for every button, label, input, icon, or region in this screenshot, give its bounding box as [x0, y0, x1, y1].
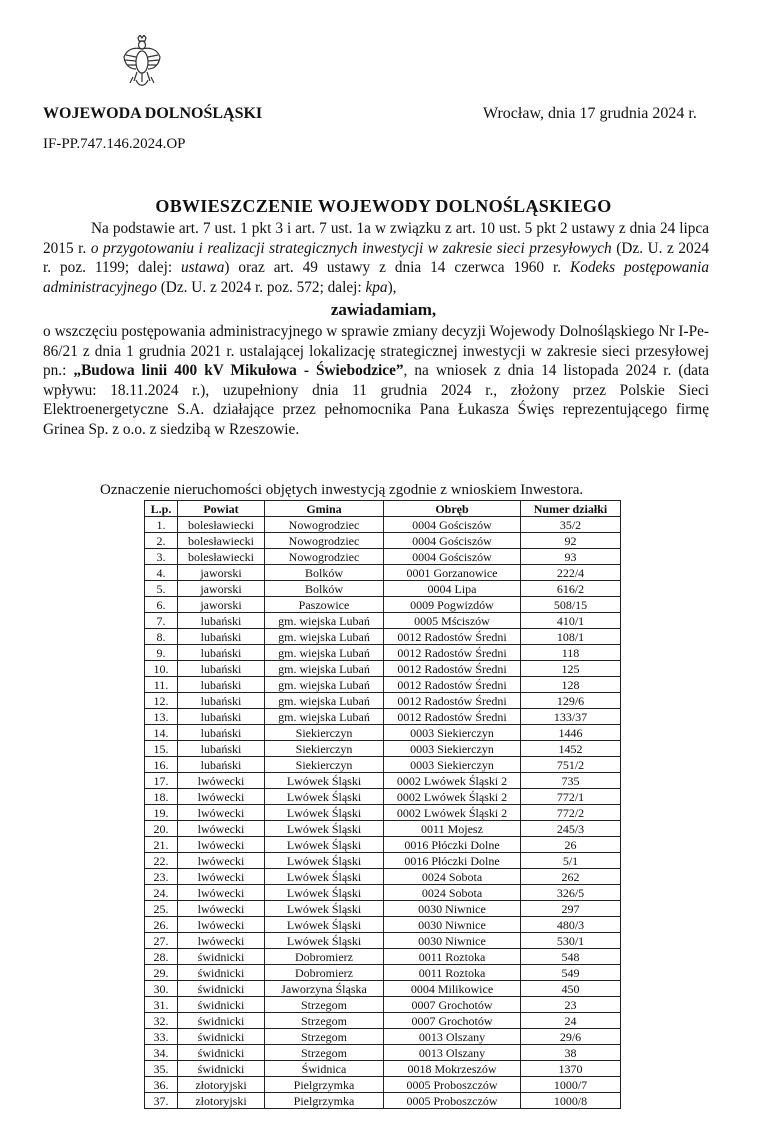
cell-obreb: 0030 Niwnice [384, 933, 521, 949]
cell-powiat: lubański [178, 629, 265, 645]
cell-lp: 28. [145, 949, 178, 965]
cell-powiat: lwówecki [178, 933, 265, 949]
table-row [145, 933, 621, 949]
cell-powiat: lwówecki [178, 885, 265, 901]
cell-gmina: Lwówek Śląski [265, 837, 384, 853]
cell-obreb: 0024 Sobota [384, 869, 521, 885]
table-row [145, 1013, 621, 1029]
table-row [145, 1061, 621, 1077]
cell-numer-dzialki: 751/2 [521, 757, 621, 773]
table-row [145, 709, 621, 725]
cell-numer-dzialki: 92 [521, 533, 621, 549]
cell-powiat: złotoryjski [178, 1077, 265, 1093]
cell-powiat: lwówecki [178, 821, 265, 837]
cell-lp: 31. [145, 997, 178, 1013]
cell-powiat: świdnicki [178, 965, 265, 981]
cell-gmina: Nowogrodziec [265, 533, 384, 549]
cell-powiat: świdnicki [178, 1045, 265, 1061]
cell-gmina: Lwówek Śląski [265, 773, 384, 789]
cell-lp: 10. [145, 661, 178, 677]
cell-lp: 5. [145, 581, 178, 597]
cell-numer-dzialki: 1370 [521, 1061, 621, 1077]
cell-lp: 16. [145, 757, 178, 773]
cell-lp: 23. [145, 869, 178, 885]
cell-gmina: Strzegom [265, 997, 384, 1013]
table-row [145, 1093, 621, 1109]
proceedings-paragraph: o wszczęciu postępowania administracyjnego w sprawie zmiany decyzji Wojewody Dolnośląskiego Nr I-Pe-86/21 z dnia 1 grudnia 2021 r. ustalającej lokalizację strategicznej inwestycji w zakresie sieci przesyłowej pn.: „Budowa linii 400 kV Mikułowa - Świebodzice”, na wniosek z dnia 14 listopada 2024 r. (data wpływu: 18.11.2024 r.), uzupełniony dnia 11 grudnia 2024 r., złożony przez Polskie Sieci Elektroenergetyczne S.A. działające przez pełnomocnika Pana Łukasza Święs reprezentującego firmę Grinea Sp. z o.o. z siedzibą w Rzeszowie. [43, 323, 709, 438]
table-header-row [145, 501, 621, 517]
table-row [145, 757, 621, 773]
cell-powiat: bolesławiecki [178, 517, 265, 533]
cell-obreb: 0002 Lwówek Śląski 2 [384, 805, 521, 821]
table-row [145, 613, 621, 629]
cell-numer-dzialki: 5/1 [521, 853, 621, 869]
table-row [145, 1045, 621, 1061]
cell-lp: 15. [145, 741, 178, 757]
cell-lp: 21. [145, 837, 178, 853]
table-row [145, 1077, 621, 1093]
cell-obreb: 0012 Radostów Średni [384, 661, 521, 677]
cell-lp: 35. [145, 1061, 178, 1077]
table-row [145, 597, 621, 613]
cell-gmina: gm. wiejska Lubań [265, 677, 384, 693]
cell-numer-dzialki: 1000/8 [521, 1093, 621, 1109]
cell-numer-dzialki: 530/1 [521, 933, 621, 949]
cell-gmina: Lwówek Śląski [265, 901, 384, 917]
table-row [145, 1029, 621, 1045]
cell-powiat: lwówecki [178, 917, 265, 933]
cell-obreb: 0005 Proboszczów [384, 1093, 521, 1109]
cell-obreb: 0012 Radostów Średni [384, 645, 521, 661]
cell-numer-dzialki: 262 [521, 869, 621, 885]
table-row [145, 965, 621, 981]
table-row [145, 805, 621, 821]
cell-gmina: Nowogrodziec [265, 517, 384, 533]
cell-powiat: bolesławiecki [178, 549, 265, 565]
cell-numer-dzialki: 772/2 [521, 805, 621, 821]
cell-lp: 4. [145, 565, 178, 581]
column-header-lp: L.p. [145, 501, 178, 517]
cell-powiat: lwówecki [178, 901, 265, 917]
cell-gmina: Lwówek Śląski [265, 821, 384, 837]
cell-gmina: Lwówek Śląski [265, 853, 384, 869]
cell-obreb: 0011 Roztoka [384, 965, 521, 981]
table-row [145, 725, 621, 741]
table-row [145, 741, 621, 757]
cell-gmina: Bolków [265, 565, 384, 581]
cell-gmina: Lwówek Śląski [265, 933, 384, 949]
cell-numer-dzialki: 1000/7 [521, 1077, 621, 1093]
table-row [145, 981, 621, 997]
cell-powiat: świdnicki [178, 1029, 265, 1045]
table-row [145, 533, 621, 549]
cell-obreb: 0016 Płóczki Dolne [384, 853, 521, 869]
cell-lp: 7. [145, 613, 178, 629]
cell-gmina: Bolków [265, 581, 384, 597]
cell-gmina: Pielgrzymka [265, 1077, 384, 1093]
cell-powiat: świdnicki [178, 997, 265, 1013]
cell-gmina: gm. wiejska Lubań [265, 661, 384, 677]
cell-lp: 6. [145, 597, 178, 613]
notify-heading: zawiadamiam, [330, 300, 437, 319]
document-date: Wrocław, dnia 17 grudnia 2024 r. [483, 105, 697, 122]
column-header-obreb: Obręb [384, 501, 521, 517]
table-row [145, 869, 621, 885]
cell-numer-dzialki: 245/3 [521, 821, 621, 837]
table-row [145, 789, 621, 805]
cell-lp: 8. [145, 629, 178, 645]
cell-numer-dzialki: 735 [521, 773, 621, 789]
cell-powiat: złotoryjski [178, 1093, 265, 1109]
table-row [145, 821, 621, 837]
cell-lp: 1. [145, 517, 178, 533]
cell-powiat: bolesławiecki [178, 533, 265, 549]
table-row [145, 645, 621, 661]
cell-numer-dzialki: 549 [521, 965, 621, 981]
cell-gmina: Lwówek Śląski [265, 789, 384, 805]
cell-obreb: 0030 Niwnice [384, 917, 521, 933]
cell-lp: 25. [145, 901, 178, 917]
table-row [145, 837, 621, 853]
eagle-emblem-icon [122, 35, 162, 90]
cell-powiat: lwówecki [178, 773, 265, 789]
table-row [145, 773, 621, 789]
cell-powiat: lwówecki [178, 853, 265, 869]
column-header-numer-dzialki: Numer działki [521, 501, 621, 517]
cell-numer-dzialki: 326/5 [521, 885, 621, 901]
cell-lp: 37. [145, 1093, 178, 1109]
cell-numer-dzialki: 23 [521, 997, 621, 1013]
cell-obreb: 0005 Mściszów [384, 613, 521, 629]
table-row [145, 901, 621, 917]
cell-lp: 2. [145, 533, 178, 549]
cell-powiat: lubański [178, 661, 265, 677]
cell-numer-dzialki: 772/1 [521, 789, 621, 805]
table-row [145, 693, 621, 709]
cell-obreb: 0016 Płóczki Dolne [384, 837, 521, 853]
cell-powiat: lubański [178, 693, 265, 709]
cell-gmina: gm. wiejska Lubań [265, 645, 384, 661]
cell-lp: 30. [145, 981, 178, 997]
column-header-gmina: Gmina [265, 501, 384, 517]
cell-powiat: świdnicki [178, 949, 265, 965]
cell-powiat: lubański [178, 645, 265, 661]
cell-powiat: lubański [178, 757, 265, 773]
notice-title: OBWIESZCZENIE WOJEWODY DOLNOŚLĄSKIEGO [155, 196, 612, 216]
cell-obreb: 0011 Roztoka [384, 949, 521, 965]
table-row [145, 581, 621, 597]
table-row [145, 549, 621, 565]
cell-numer-dzialki: 480/3 [521, 917, 621, 933]
cell-obreb: 0009 Pogwizdów [384, 597, 521, 613]
issuing-authority: WOJEWODA DOLNOŚLĄSKI [43, 105, 263, 122]
cell-gmina: gm. wiejska Lubań [265, 613, 384, 629]
cell-numer-dzialki: 24 [521, 1013, 621, 1029]
cell-numer-dzialki: 125 [521, 661, 621, 677]
cell-obreb: 0004 Gościszów [384, 549, 521, 565]
cell-numer-dzialki: 35/2 [521, 517, 621, 533]
cell-powiat: lubański [178, 709, 265, 725]
cell-numer-dzialki: 26 [521, 837, 621, 853]
cell-obreb: 0012 Radostów Średni [384, 629, 521, 645]
cell-lp: 34. [145, 1045, 178, 1061]
table-row [145, 997, 621, 1013]
cell-numer-dzialki: 297 [521, 901, 621, 917]
cell-obreb: 0001 Gorzanowice [384, 565, 521, 581]
cell-powiat: lubański [178, 725, 265, 741]
cell-lp: 11. [145, 677, 178, 693]
cell-numer-dzialki: 450 [521, 981, 621, 997]
cell-lp: 12. [145, 693, 178, 709]
cell-lp: 27. [145, 933, 178, 949]
cell-obreb: 0004 Lipa [384, 581, 521, 597]
cell-lp: 17. [145, 773, 178, 789]
cell-gmina: gm. wiejska Lubań [265, 709, 384, 725]
cell-gmina: Dobromierz [265, 965, 384, 981]
cell-obreb: 0013 Olszany [384, 1045, 521, 1061]
cell-powiat: świdnicki [178, 1061, 265, 1077]
cell-gmina: Strzegom [265, 1029, 384, 1045]
cell-obreb: 0012 Radostów Średni [384, 693, 521, 709]
cell-obreb: 0011 Mojesz [384, 821, 521, 837]
table-row [145, 677, 621, 693]
table-row [145, 885, 621, 901]
table-row [145, 853, 621, 869]
cell-lp: 20. [145, 821, 178, 837]
cell-powiat: lubański [178, 741, 265, 757]
cell-lp: 9. [145, 645, 178, 661]
cell-gmina: Siekierczyn [265, 725, 384, 741]
cell-powiat: lwówecki [178, 789, 265, 805]
cell-powiat: jaworski [178, 581, 265, 597]
cell-powiat: jaworski [178, 597, 265, 613]
cell-numer-dzialki: 1452 [521, 741, 621, 757]
cell-powiat: jaworski [178, 565, 265, 581]
cell-obreb: 0012 Radostów Średni [384, 709, 521, 725]
cell-powiat: świdnicki [178, 1013, 265, 1029]
cell-obreb: 0018 Mokrzeszów [384, 1061, 521, 1077]
cell-obreb: 0002 Lwówek Śląski 2 [384, 773, 521, 789]
cell-numer-dzialki: 38 [521, 1045, 621, 1061]
table-caption: Oznaczenie nieruchomości objętych inwestycją zgodnie z wnioskiem Inwestora. [100, 482, 584, 498]
cell-gmina: Lwówek Śląski [265, 805, 384, 821]
table-row [145, 517, 621, 533]
cell-lp: 26. [145, 917, 178, 933]
table-row [145, 661, 621, 677]
cell-gmina: Pielgrzymka [265, 1093, 384, 1109]
table-row [145, 949, 621, 965]
cell-powiat: lwówecki [178, 869, 265, 885]
cell-obreb: 0013 Olszany [384, 1029, 521, 1045]
cell-numer-dzialki: 222/4 [521, 565, 621, 581]
cell-obreb: 0003 Siekierczyn [384, 725, 521, 741]
cell-obreb: 0024 Sobota [384, 885, 521, 901]
cell-numer-dzialki: 29/6 [521, 1029, 621, 1045]
cell-powiat: lubański [178, 677, 265, 693]
cell-powiat: lubański [178, 613, 265, 629]
cell-obreb: 0004 Milikowice [384, 981, 521, 997]
cell-lp: 13. [145, 709, 178, 725]
cell-powiat: świdnicki [178, 981, 265, 997]
cell-gmina: Lwówek Śląski [265, 917, 384, 933]
cell-numer-dzialki: 128 [521, 677, 621, 693]
cell-gmina: gm. wiejska Lubań [265, 693, 384, 709]
cell-numer-dzialki: 548 [521, 949, 621, 965]
legal-basis-paragraph: Na podstawie art. 7 ust. 1 pkt 3 i art. 7 ust. 1a w związku z art. 10 ust. 5 pkt 2 ustawy z dnia 24 lipca 2015 r. o przygotowaniu i realizacji strategicznych inwestycji w zakresie sieci przesyłowych (Dz. U. z 2024 r. poz. 1199; dalej: ustawa) oraz art. 49 ustawy z dnia 14 czerwca 1960 r. Kodeks postępowania administracyjnego (Dz. U. z 2024 r. poz. 572; dalej: kpa), [43, 220, 709, 296]
cell-lp: 22. [145, 853, 178, 869]
cell-gmina: Paszowice [265, 597, 384, 613]
cell-numer-dzialki: 1446 [521, 725, 621, 741]
cell-lp: 32. [145, 1013, 178, 1029]
cell-lp: 3. [145, 549, 178, 565]
cell-gmina: gm. wiejska Lubań [265, 629, 384, 645]
cell-lp: 29. [145, 965, 178, 981]
column-header-powiat: Powiat [178, 501, 265, 517]
cell-gmina: Dobromierz [265, 949, 384, 965]
cell-lp: 33. [145, 1029, 178, 1045]
cell-powiat: lwówecki [178, 837, 265, 853]
parcels-table [144, 500, 621, 1109]
reference-number: IF-PP.747.146.2024.OP [43, 136, 186, 152]
cell-numer-dzialki: 616/2 [521, 581, 621, 597]
table-row [145, 629, 621, 645]
table-row [145, 565, 621, 581]
cell-gmina: Lwówek Śląski [265, 869, 384, 885]
cell-gmina: Jaworzyna Śląska [265, 981, 384, 997]
cell-obreb: 0003 Siekierczyn [384, 757, 521, 773]
cell-obreb: 0012 Radostów Średni [384, 677, 521, 693]
cell-gmina: Strzegom [265, 1045, 384, 1061]
cell-gmina: Siekierczyn [265, 741, 384, 757]
cell-lp: 24. [145, 885, 178, 901]
cell-numer-dzialki: 118 [521, 645, 621, 661]
cell-obreb: 0007 Grochotów [384, 997, 521, 1013]
cell-lp: 36. [145, 1077, 178, 1093]
cell-numer-dzialki: 129/6 [521, 693, 621, 709]
cell-obreb: 0030 Niwnice [384, 901, 521, 917]
cell-gmina: Strzegom [265, 1013, 384, 1029]
cell-obreb: 0005 Proboszczów [384, 1077, 521, 1093]
cell-numer-dzialki: 108/1 [521, 629, 621, 645]
cell-gmina: Lwówek Śląski [265, 885, 384, 901]
cell-numer-dzialki: 93 [521, 549, 621, 565]
cell-lp: 19. [145, 805, 178, 821]
cell-numer-dzialki: 508/15 [521, 597, 621, 613]
cell-lp: 18. [145, 789, 178, 805]
cell-lp: 14. [145, 725, 178, 741]
cell-powiat: lwówecki [178, 805, 265, 821]
cell-numer-dzialki: 410/1 [521, 613, 621, 629]
table-row [145, 917, 621, 933]
cell-obreb: 0007 Grochotów [384, 1013, 521, 1029]
cell-obreb: 0003 Siekierczyn [384, 741, 521, 757]
cell-obreb: 0004 Gościszów [384, 533, 521, 549]
cell-gmina: Świdnica [265, 1061, 384, 1077]
cell-numer-dzialki: 133/37 [521, 709, 621, 725]
cell-obreb: 0004 Gościszów [384, 517, 521, 533]
cell-gmina: Siekierczyn [265, 757, 384, 773]
cell-obreb: 0002 Lwówek Śląski 2 [384, 789, 521, 805]
cell-gmina: Nowogrodziec [265, 549, 384, 565]
